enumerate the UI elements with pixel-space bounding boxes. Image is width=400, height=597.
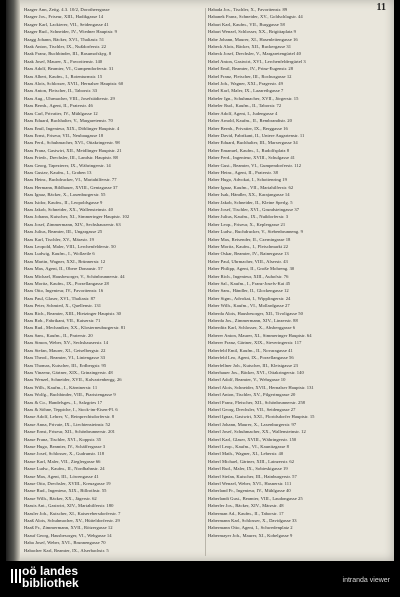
directory-entry: Haas Josef, Zimmermann, XIV., Sechshauserstr. 63 [24, 221, 121, 227]
directory-entry: Habermayer Joh., Maurer, XI., Kobelgasse 9 [208, 532, 293, 538]
directory-entry: Haas Rob., Fabrikant, VII., Kaiserstr. 71 [24, 318, 101, 324]
directory-entry: Haaß Alois, Schuhmacher, XV., Hütteldorferstr. 29 [24, 518, 120, 524]
directory-entry: Haberl Johann, Maurer, X., Laxenburgerstr. 97 [208, 421, 297, 427]
logo-text-line2: bibliothek [22, 576, 79, 590]
directory-entry: Haas Rich., Beamter, XIII., Hietzinger Hauptstr. 30 [24, 310, 122, 316]
directory-entry: Habel Franz, Fleischer, III., Rochusgasse 12 [208, 73, 292, 79]
column-divider [205, 8, 206, 556]
directory-entry: Haas Simon, Weber, XV., Sechshauserstr. 14 [24, 340, 109, 346]
directory-entry: Haberl Wenzel, Weber, XVI., Hasnerstr. 111 [208, 481, 292, 486]
directory-entry: Haberl Karl, Glaser, XVIII., Währingerstr. 150 [208, 436, 297, 442]
directory-entry: Haas Hermann, Bildhauer, XVIII., Gentzgasse 37 [24, 184, 118, 190]
directory-entry: Haberlandt Gust., Beamter, VIII., Laudongasse 25 [208, 495, 303, 501]
directory-entry: Haas Eduard, Buchhalter, V., Margaretenstr. 70 [24, 118, 113, 124]
directory-entry: Haber Ferd., Ingenieur, XVIII., Schulgasse 41 [208, 155, 296, 161]
directory-entry: Haberfellner Joh., Kutscher, III., Kleistgasse 23 [208, 362, 299, 368]
directory-entry: Haberl Ignaz, Gastwirt, XXI., Floridsdorfer Hauptstr. 15 [208, 414, 315, 420]
page-number: 11 [376, 2, 386, 13]
directory-entry: Habacher Karl, Beamter, IX., Alserbachstr. 5 [24, 547, 109, 553]
directory-entry: Haas Wenzel, Schneider, XVII., Kalvarienbergg. 26 [24, 377, 122, 383]
directory-entry: Haak Josef, Maurer, X., Favoritenstr. 140 [24, 58, 103, 64]
library-logo[interactable] [22, 565, 79, 589]
directory-entry: Haas Wolfg., Buchbinder, VIII., Piaristengasse 9 [24, 392, 116, 398]
directory-entry: Haas Alois, Schlosser, XVII., Hernalser Hauptstr. 60 [24, 81, 124, 87]
directory-entry: Haas Bernh., Agent, II., Praterstr. 46 [24, 103, 93, 109]
directory-entry: Haase Ludw., Kaufm., II., Nordbahnstr. 24 [24, 466, 105, 472]
directory-entry: Haase Otto, Drechsler, XVIII., Kreuzgasse 19 [24, 481, 111, 486]
directory-entry: Habermann Otto, Agent, I., Schwedenplatz 2 [208, 525, 293, 531]
directory-entry: Haase Franz, Tischler, XVI., Koppstr. 35 [24, 436, 102, 442]
directory-entry: Haase Rud., Ingenieur, XIX., Billrothstr. 55 [24, 488, 107, 494]
directory-entry: Haager Karl, Lackierer, VII., Seidengasse 41 [24, 21, 109, 27]
directory-entry: Haberl Franz, Fleischer, XII., Schönbrunnerstr. 258 [208, 399, 306, 405]
directory-entry: Habel Anton, Gastwirt, XVI., Lerchenfeldergürtel 3 [208, 58, 306, 64]
directory-entry: Haber Hugo, Advokat, I., Schottenring 19 [208, 177, 287, 183]
directory-entry: Haber Philipp, Agent, II., Große Mohreng. 30 [208, 266, 295, 272]
directory-entry: Haas Georg, Tapezierer, IX., Währingerstr. 14 [24, 162, 111, 168]
directory-entry: Haas Paul, Glaser, XVI., Thaliastr. 87 [24, 295, 96, 301]
directory-entry: Habart Karl, Kaufm., VII., Burggasse 58 [208, 21, 285, 27]
directory-entry: Haase Adolf, Lehrer, V., Reinprechtsdorferstr. 8 [24, 414, 115, 420]
directory-entry: Haas Moritz, Kaufm., IX., Porzellangasse 28 [24, 281, 109, 287]
directory-entry: Haase Hugo, Beamter, IV., Schäffergasse 3 [24, 443, 106, 449]
right-column [208, 6, 386, 539]
directory-entry: Haas Emil, Ingenieur, XIX., Döblinger Hauptstr. 4 [24, 125, 120, 131]
directory-entry: Haas Albert, Kaufm., I., Rotenturmstr. 15 [24, 73, 103, 79]
directory-entry: Haas Ludwig, Kaufm., I., Wollzeile 6 [24, 251, 95, 257]
left-column [24, 6, 204, 554]
directory-entry: Haase Josef, Schlosser, X., Gudrunstr. 118 [24, 451, 105, 457]
directory-entry: Haase Karl, Maler, VII., Zieglergasse 66 [24, 458, 101, 464]
directory-entry: Haas Julius, Beamter, III., Ungargasse 25 [24, 229, 103, 235]
directory-entry: Haas Michael, Hausbesorger, V., Schönbrunnerstr. 44 [24, 273, 125, 279]
directory-entry: Haas Franz, Gastwirt, XII., Meidlinger Hauptstr. 21 [24, 147, 122, 153]
directory-entry: Haas & Co., Handelsges., I., Salzgries 17 [24, 399, 103, 405]
directory-entry: Haas Sam., Kaufm., II., Praterstr. 20 [24, 332, 93, 338]
directory-entry: Haas Theod., Beamter, VI., Liniengasse 33 [24, 355, 106, 361]
directory-entry: Haber Oskar, Beamter, IV., Rainergasse 13 [208, 251, 289, 257]
directory-entry: Haberl Math., Wagner, XI., Leberstr. 40 [208, 451, 284, 457]
directory-entry: Haas Johann, Kutscher, XI., Simmeringer Hauptstr. 102 [24, 214, 130, 220]
directory-entry: Haberl Josef, Schuhmacher, XX., Wallensteinstr. 12 [208, 429, 306, 435]
directory-entry: Haauf Georg, Hausbesorger, VI., Webgasse 14 [24, 532, 112, 538]
directory-entry: Haberland Fr., Ingenieur, IV., Mühlgasse 40 [208, 488, 291, 494]
directory-entry: Haberda Alois, Hausbesorger, XII., Tivoligasse 50 [208, 310, 303, 316]
directory-entry: Haasler Joh., Kutscher, XI., Kaiserebersdorferstr. 7 [24, 510, 121, 516]
directory-entry: Haager Jos., Friseur, XIII., Hadikgasse 14 [24, 14, 104, 20]
directory-entry: Habart Wenzel, Schlosser, XX., Brigittaplatz 9 [208, 29, 297, 35]
directory-entry: Haber Heinr., Agent, II., Praterstr. 38 [208, 169, 278, 175]
directory-entry: Haberl Anton, Tischler, XV., Pilgerimgasse 20 [208, 392, 296, 398]
directory-entry: Haberl Alois, Schneider, XVII., Hernalser Hauptstr. 131 [208, 384, 314, 390]
directory-entry: Haberditz Karl, Schlosser, X., Absberggasse 6 [208, 325, 296, 331]
directory-entry: Haber Jakob, Schneider, II., Kleine Sperlg. 5 [208, 199, 293, 205]
directory-entry: Haas Carl, Privatier, IV., Mühlgasse 12 [24, 110, 98, 116]
directory-entry: Haberl Adolf, Beamter, V., Wehrgasse 10 [208, 377, 286, 383]
directory-entry: Haber Julius, Kaufm., IX., Nußdorferstr. 3 [208, 214, 289, 220]
directory-entry: Haberhauer Jos., Bäcker, XVI., Ottakringerstr. 140 [208, 369, 304, 375]
directory-entry: Haber Josef, Tischler, XVI., Grundsteingasse 37 [208, 206, 300, 212]
directory-entry: Haase Ernst, Friseur, XII., Schönbrunnerstr. 201 [24, 429, 116, 435]
directory-entry: Haas Rud., Mechaniker, XX., Klosterneuburgerstr. 81 [24, 325, 126, 331]
directory-entry: Habel Joh., Wagner, XXI., Pragerstr. 49 [208, 81, 283, 87]
directory-entry: Habanek Franz, Schneider, XV., Goldschlagstr. 44 [208, 14, 303, 20]
directory-entry: Haaß Fr., Zimmermann, XVII., Rötzergasse 12 [24, 525, 113, 531]
directory-entry: Haber Max, Reisender, II., Czerningasse 18 [208, 236, 291, 242]
directory-entry: Haberler Jos., Bäcker, XIV., Märzstr. 48 [208, 503, 284, 509]
directory-entry: Habel Karl, Maler, IX., Lazarethgasse 7 [208, 88, 284, 94]
directory-entry: Haberer Franz, Gärtner, XIX., Sieveringerstr. 117 [208, 340, 302, 346]
directory-entry: Haber Sal., Kaufm., I., Franz-Josefs-Kai 45 [208, 281, 291, 287]
directory-entry: Haber Ignaz, Kaufm., VII., Mariahilferstr. 62 [208, 184, 294, 190]
directory-entry: Haas Max, Agent, II., Obere Donaustr. 57 [24, 266, 103, 272]
directory-entry: Haase Wilh., Bäcker, XX., Jägerstr. 62 [24, 495, 97, 501]
directory-entry: Haas Jakob, Schneider, XX., Wallensteinstr. 40 [24, 206, 113, 212]
directory-entry: Haagg Johann, Bäcker, XVI., Thaliastr. 51 [24, 36, 105, 42]
directory-entry: Haberda Jos., Zimmermann, XIV., Linzerstr. 88 [208, 318, 298, 324]
directory-entry: Haas Otto, Ingenieur, IV., Favoritenstr. 16 [24, 288, 104, 294]
directory-entry: Haberfeld Emil, Kaufm., II., Novaragasse 41 [208, 347, 293, 353]
directory-entry: Haberl Rud., Maler, IX., Sobieskigasse 19 [208, 466, 288, 472]
directory-entry: Haber David, Fabrikant, II., Untere Augartenstr. 11 [208, 132, 305, 138]
directory-entry: Habeler Ign., Schuhmacher, XVII., Jörgerstr. 15 [208, 95, 299, 101]
directory-entry: Habel Emil, Beamter, IV., Prinz-Eugenstr. 28 [208, 66, 294, 72]
directory-entry: Haber Ludw., Buchdrucker, V., Siebenbrunneng. 9 [208, 229, 303, 235]
directory-entry: Haber Bernh., Privatier, IX., Berggasse 16 [208, 125, 288, 131]
viewer-label: intranda viewer [342, 577, 390, 584]
directory-entry: Haber Eduard, Buchhalter, III., Marxergasse 34 [208, 140, 298, 146]
directory-entry: Haber Gust., Beamter, VI., Gumpendorferstr. 112 [208, 162, 302, 168]
scanned-page [6, 0, 394, 561]
directory-entry: Haager Rud., Schneider, IV., Wiedner Hauptstr. 9 [24, 29, 117, 35]
directory-entry: Haber Moritz, Kaufm., I., Fleischmarkt 22 [208, 244, 289, 249]
directory-entry: Haas & Söhne, Teppiche, I., Stock-im-Eisen-Pl. 6 [24, 406, 118, 412]
directory-entry: Haak Franz, Buchbinder, III., Rasumofskyg. 8 [24, 51, 112, 57]
directory-entry: Haber Rich., Ingenieur, XIII., Auhofstr. 76 [208, 273, 289, 279]
directory-entry: Haas Peter, Schmied, X., Quellenstr. 131 [24, 303, 102, 309]
directory-entry: Haber Sigm., Advokat, I., Wipplingerstr. 24 [208, 295, 291, 301]
directory-entry: Haak Anton, Tischler, IX., Nußdorferstr. 22 [24, 44, 107, 50]
directory-entry: Haberl Stefan, Kutscher, III., Hainburgerstr. 57 [208, 473, 297, 479]
directory-entry: Haase Anna, Private, IX., Liechtensteinstr. 52 [24, 421, 111, 427]
directory-entry: Haberer Anton, Maurer, XI., Simmeringer Hauptstr. 64 [208, 332, 312, 338]
directory-entry: Haberl Georg, Drechsler, VII., Seidengasse 27 [208, 406, 296, 412]
directory-entry: Haas Ernst, Friseur, VII., Neubaugasse 18 [24, 132, 104, 138]
directory-entry: Haberl Leop., Kaufm., VI., Kaunitzgasse 8 [208, 443, 289, 449]
directory-entry: Haber Emanuel, Kaufm., I., Rudolfsplatz 8 [208, 147, 290, 153]
directory-entry: Haas Karl, Tischler, XV., Märzstr. 19 [24, 236, 94, 242]
book-gutter [6, 0, 20, 561]
directory-entry: Haas Vinzenz, Gärtner, XIX., Grinzingerstr. 48 [24, 369, 113, 375]
directory-entry: Haba Josef, Weber, XVI., Brunnengasse 70 [24, 540, 106, 546]
logo-text-line1: oö landes [22, 564, 79, 578]
directory-entry: Haas Adolf, Beamter, VI., Gumpendorferstr. 31 [24, 66, 114, 72]
directory-entry: Haas Wilh., Kaufm., I., Kärntnerstr. 11 [24, 384, 98, 390]
directory-entry: Haager Ann, Zeitg. 4.3. 10/2, Dorotheergasse [24, 7, 110, 12]
directory-entry: Habe Johann, Maurer, XI., Hasenleitengasse 16 [208, 36, 298, 42]
directory-entry: Habermann Karl, Schlosser, X., Davidgasse 33 [208, 518, 297, 524]
directory-entry: Habeck Alois, Bäcker, XII., Ruckergasse 31 [208, 44, 292, 50]
directory-entry: Haas Gustav, Kaufm., I., Graben 13 [24, 169, 92, 175]
directory-entry: Haas Friedr., Drechsler, III., Landstr. Hauptstr. 88 [24, 155, 118, 161]
directory-entry: Haber Isak, Händler, XX., Karajangasse 14 [208, 192, 290, 198]
directory-entry: Haberfeld Leo, Agent, IX., Porzellangasse 56 [208, 355, 294, 361]
directory-entry: Haas Isidor, Kaufm., II., Leopoldsgasse 9 [24, 199, 103, 205]
directory-entry: Habeler Rud., Kaufm., II., Taborstr. 72 [208, 103, 282, 109]
directory-entry: Haas Stefan, Maurer, XI., Geiselbergstr. 22 [24, 347, 106, 353]
directory-entry: Haasis Ant., Gastwirt, XIV., Mariahilferstr. 180 [24, 503, 114, 509]
directory-entry: Haas Anton, Fleischer, II., Taborstr. 33 [24, 88, 98, 94]
directory-entry: Haas Ferd., Schuhmacher, XVI., Ottakringerstr. 98 [24, 140, 120, 146]
directory-entry: Haas Leopold, Maler, VIII., Lerchenfelderstr. 50 [24, 244, 116, 249]
directory-entry: Haber Arnold, Kaufm., II., Rembrandtstr. 20 [208, 118, 292, 124]
directory-entry: Haas Aug., Uhrmacher, VIII., Josefstädterstr. 29 [24, 95, 115, 101]
directory-entry: Haase Max, Agent, III., Löwengasse 41 [24, 473, 99, 479]
directory-entry: Haber Leop., Friseur, X., Keplergasse 21 [208, 221, 286, 227]
directory-entry: Haber Paul, Uhrmacher, VIII., Alserstr. 43 [208, 258, 288, 264]
directory-entry: Haber Sam., Händler, II., Glockengasse 12 [208, 288, 289, 294]
directory-entry: Haas Heinr., Buchdrucker, VI., Mariahilferstr. 77 [24, 177, 117, 183]
directory-entry: Haber Wilh., Kaufm., VI., Mollardgasse 27 [208, 303, 290, 309]
directory-entry: Haberl Michael, Gärtner, XIII., Lainzerstr. 62 [208, 458, 295, 464]
directory-entry: Haberman Ad., Kaufm., II., Taborstr. 17 [208, 510, 284, 516]
directory-entry: Haas Thomas, Kutscher, III., Erdbergstr. 95 [24, 362, 107, 368]
directory-entry: Haas Martin, Wagner, XXI., Brünnerstr. 12 [24, 258, 106, 264]
directory-entry: Haber Adolf, Agent, I., Judengasse 4 [208, 110, 278, 116]
directory-entry: Habada Jos., Tischler, X., Favoritenstr. 89 [208, 7, 288, 12]
directory-entry: Haas Ignaz, Bäcker, X., Laxenburgerstr. 55 [24, 192, 106, 198]
directory-entry: Habeck Josef, Drechsler, V., Margaretengürtel 40 [208, 51, 301, 57]
